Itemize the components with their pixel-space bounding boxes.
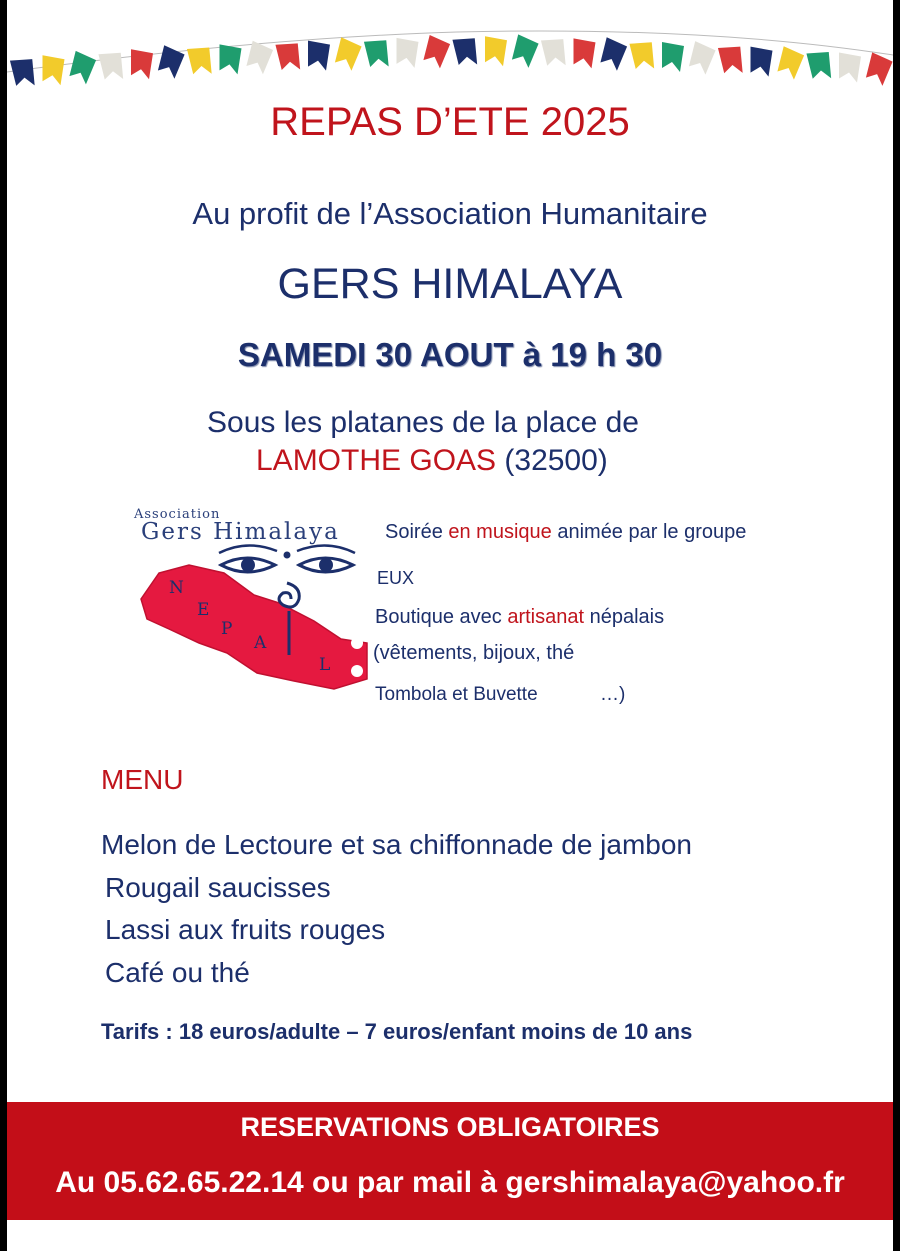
prayer-flag: [452, 34, 481, 68]
prayer-flag: [599, 37, 628, 71]
prayer-flag: [308, 41, 330, 71]
svg-text:N: N: [169, 578, 184, 598]
prayer-flag: [662, 42, 684, 72]
prayer-flag: [43, 55, 65, 85]
menu-dish: Melon de Lectoure et sa chiffonnade de jambon: [101, 829, 693, 860]
flyer-page: [7, 0, 893, 1251]
prayer-flag: [839, 52, 861, 82]
prayer-flag: [187, 44, 216, 78]
organization-name: GERS HIMALAYA: [277, 260, 623, 308]
prayer-flag: [485, 36, 507, 66]
svg-text:P: P: [221, 619, 233, 639]
activity-tail: …): [600, 684, 626, 705]
svg-text:E: E: [197, 600, 210, 620]
logo-name-text: Gers Himalaya: [141, 519, 340, 545]
nepal-map-icon: [129, 503, 379, 698]
reservation-contact: Au 05.62.65.22.14 ou par mail à gershimalaya@yahoo.fr: [55, 1166, 845, 1199]
menu-title: MENU: [101, 764, 184, 795]
event-date: SAMEDI 30 AOUT à 19 h 30: [237, 336, 663, 373]
prayer-flag: [574, 38, 596, 68]
prayer-flag: [629, 38, 658, 72]
prayer-flag: [68, 51, 97, 85]
prayer-flag: [422, 35, 451, 69]
prayer-flag: [688, 41, 717, 75]
prayer-flag: [245, 41, 274, 75]
svg-text:L: L: [319, 655, 331, 675]
prayer-flag: [806, 48, 835, 82]
activity-music: Soirée en musique animée par le groupe: [385, 521, 747, 543]
prayer-flag: [275, 39, 304, 73]
activity-tombola: Tombola et Buvette: [375, 684, 538, 705]
reservation-title: RESERVATIONS OBLIGATOIRES: [240, 1112, 660, 1142]
venue-place-line: [256, 444, 608, 478]
venue-postcode: (32500): [504, 444, 608, 477]
menu-dish: Café ou thé: [105, 957, 250, 988]
activity-shop-details: (vêtements, bijoux, thé: [373, 642, 575, 664]
prayer-flag: [718, 43, 747, 77]
venue-line: Sous les platanes de la place de: [207, 406, 639, 439]
menu-dish: Rougail saucisses: [105, 872, 331, 903]
event-subtitle: Au profit de l’Association Humanitaire: [192, 196, 708, 231]
menu-dish: Lassi aux fruits rouges: [105, 914, 386, 945]
svg-text:A: A: [254, 633, 267, 653]
prayer-flag: [220, 44, 242, 74]
prayer-flag: [131, 49, 153, 79]
prayer-flag: [541, 35, 570, 69]
prayer-flag: [157, 45, 186, 79]
prayer-flag: [364, 36, 393, 70]
logo-assoc-text: Association: [134, 507, 221, 522]
prayer-flag: [10, 55, 39, 89]
reservation-banner: [7, 1102, 893, 1220]
prayer-flag: [98, 49, 127, 83]
activity-shop: Boutique avec artisanat népalais: [375, 606, 665, 628]
tarifs: Tarifs : 18 euros/adulte – 7 euros/enfant moins de 10 ans: [101, 1019, 693, 1044]
prayer-flag: [397, 38, 419, 68]
activity-band: EUX: [377, 568, 415, 588]
venue-place: LAMOTHE GOAS: [256, 444, 497, 477]
prayer-flag: [334, 37, 363, 71]
prayer-flag: [865, 52, 893, 86]
prayer-flags-icon: [7, 0, 893, 110]
prayer-flag: [751, 47, 773, 77]
prayer-flag: [511, 34, 540, 68]
event-title: REPAS D’ETE 2025: [270, 100, 630, 144]
prayer-flag: [776, 46, 805, 80]
association-logo: [129, 503, 379, 698]
